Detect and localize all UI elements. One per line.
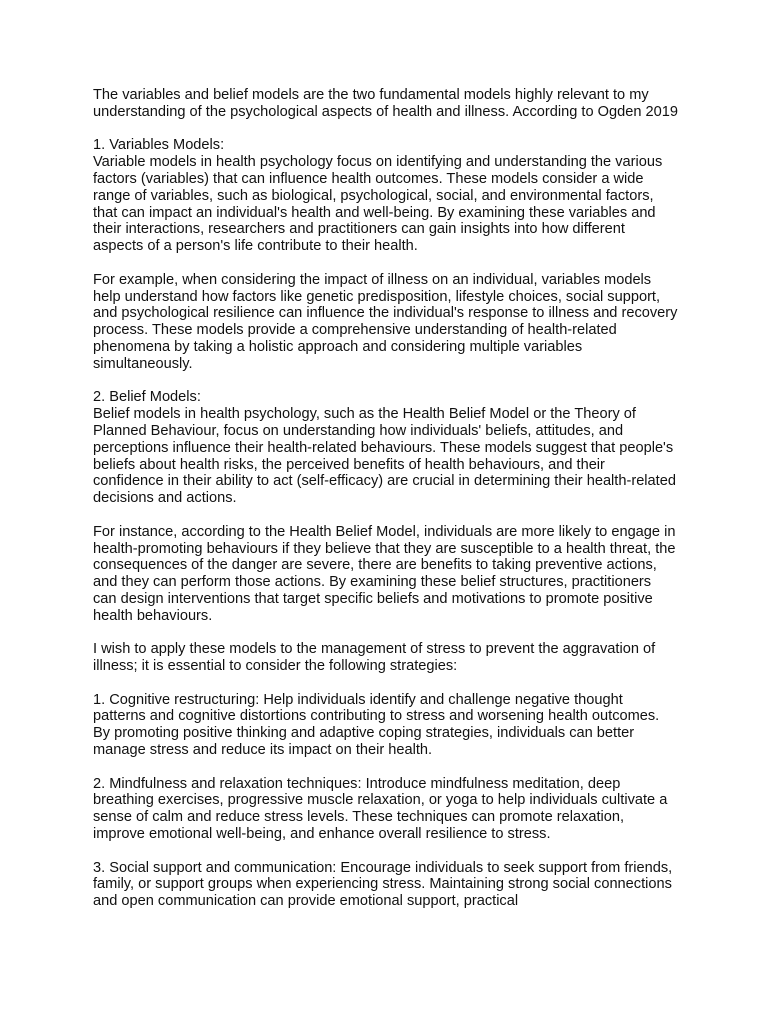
- document-page: [93, 87, 678, 927]
- variables-models-example: For example, when considering the impact of illness on an individual, variables models help understand how factors like genetic predisposition, lifestyle choices, social support, and psychological resilience can influence the individual's response to illness and recovery process. These models provide a comprehensive understanding of health-related phenomena by taking a holistic approach and considering multiple variables simultaneously.: [93, 271, 678, 372]
- variables-models-heading: 1. Variables Models:: [93, 137, 225, 154]
- strategy-social-support: 3. Social support and communication: Encourage individuals to seek support from friends, family, or support groups when experiencing stress. Maintaining strong social connections and open communication can provide emotional support, practical: [93, 859, 673, 910]
- variables-models-section: [93, 137, 678, 255]
- belief-models-heading: 2. Belief Models:: [93, 389, 201, 406]
- belief-models-body: Belief models in health psychology, such as the Health Belief Model or the Theory of Planned Behaviour, focus on understanding how individuals' beliefs, attitudes, and perceptions influence their health-related behaviours. These models suggest that people's beliefs about health risks, the perceived benefits of health behaviours, and their confidence in their ability to act (self-efficacy) are crucial in determining their health-related decisions and actions.: [93, 406, 676, 507]
- application-paragraph: I wish to apply these models to the management of stress to prevent the aggravation of illness; it is essential to consider the following strategies:: [93, 641, 656, 675]
- strategy-mindfulness: 2. Mindfulness and relaxation techniques: Introduce mindfulness meditation, deep breathing exercises, progressive muscle relaxation, or yoga to help individuals cultivate a sense of calm and reduce stress levels. These techniques can promote relaxation, improve emotional well-being, and enhance overall resilience to stress.: [93, 775, 668, 843]
- belief-models-section: [93, 389, 678, 507]
- variables-models-body: Variable models in health psychology focus on identifying and understanding the various factors (variables) that can influence health outcomes. These models consider a wide range of variables, such as biological, psychological, social, and environmental factors, that can impact an individual's health and well-being. By examining these variables and their interactions, researchers and practitioners can gain insights into how different aspects of a person's life contribute to their health.: [93, 154, 663, 255]
- strategy-cognitive-restructuring: 1. Cognitive restructuring: Help individuals identify and challenge negative thought patterns and cognitive distortions contributing to stress and worsening health outcomes. By promoting positive thinking and adaptive coping strategies, individuals can better manage stress and reduce its impact on their health.: [93, 691, 660, 759]
- intro-paragraph: The variables and belief models are the two fundamental models highly relevant to my understanding of the psychological aspects of health and illness. According to Ogden 2019: [93, 87, 678, 120]
- belief-models-example: For instance, according to the Health Belief Model, individuals are more likely to engage in health-promoting behaviours if they believe that they are susceptible to a health threat, the consequences of the danger are severe, there are benefits to taking preventive actions, and they can perform those actions. By examining these belief structures, practitioners can design interventions that target specific beliefs and motivations to promote positive health behaviours.: [93, 523, 676, 624]
